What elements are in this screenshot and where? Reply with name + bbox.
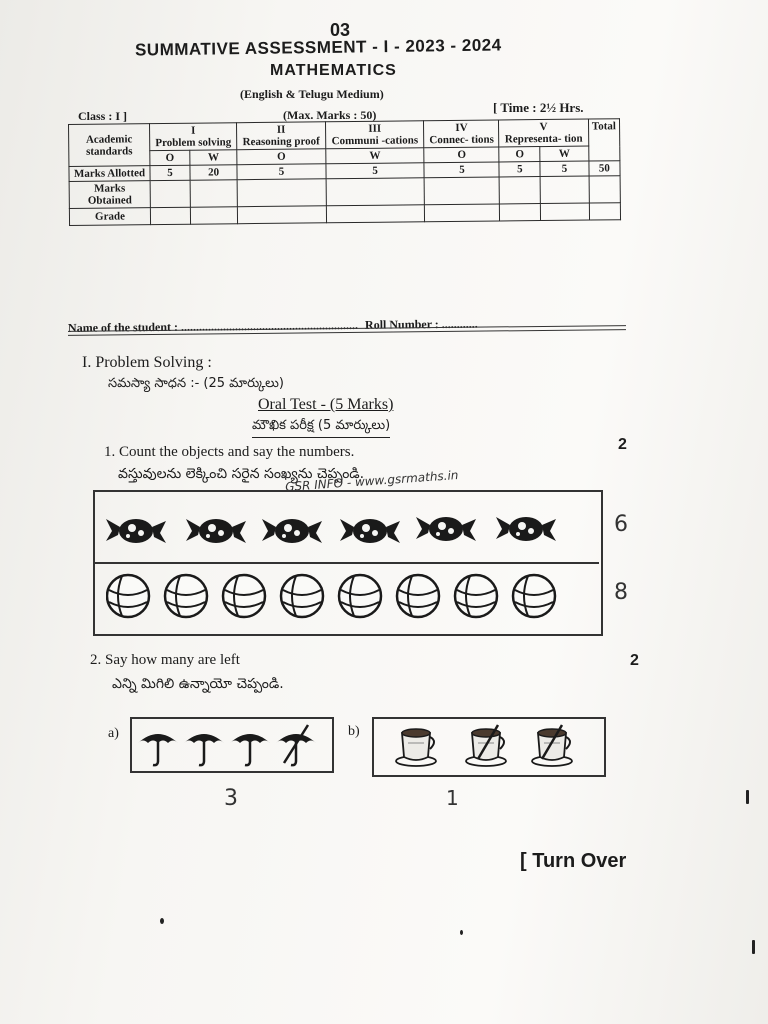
allotted-value: 5 <box>540 161 588 177</box>
marks-table <box>68 118 621 226</box>
obtained-cell[interactable] <box>326 178 425 206</box>
candy-icon <box>262 519 322 543</box>
allotted-value: 5 <box>499 162 540 177</box>
obtained-cell[interactable] <box>540 176 589 204</box>
allotted-value: 20 <box>190 165 237 180</box>
candy-icon <box>106 519 166 543</box>
cup-icon <box>532 729 572 766</box>
grade-cell[interactable] <box>425 204 500 222</box>
allotted-value: 5 <box>150 165 190 180</box>
time-allowed: [ Time : 2½ Hrs. <box>493 100 584 115</box>
candy-row <box>100 505 590 555</box>
col-communications: III Communi -cations <box>325 121 424 149</box>
ball-icon <box>165 575 207 617</box>
question-1: 1. Count the objects and say the numbers. <box>104 444 355 460</box>
exam-title: SUMMATIVE ASSESSMENT - I - 2023 - 2024 <box>134 35 502 60</box>
umbrella-box <box>130 717 334 773</box>
ball-row <box>106 572 586 622</box>
sub-w: W <box>190 150 237 165</box>
allotted-total: 50 <box>589 161 621 176</box>
cup-icon <box>396 729 436 766</box>
candy-icon <box>496 517 556 541</box>
question-1-marks: 2 <box>618 436 627 453</box>
section-title: I. Problem Solving : <box>82 354 212 371</box>
obtained-cell[interactable] <box>190 180 237 207</box>
umbrella-icon <box>230 734 270 765</box>
ink-speck <box>746 790 749 804</box>
grade-cell[interactable] <box>150 207 190 224</box>
grade-cell[interactable] <box>238 206 327 224</box>
section-title-telugu: సమస్యా సాధన :- (25 మార్కులు) <box>108 376 284 391</box>
sub-o: O <box>424 147 499 163</box>
ball-icon <box>397 575 439 617</box>
obtained-cell[interactable] <box>150 180 190 207</box>
turn-over-note: [ Turn Over <box>520 850 627 872</box>
row-marks-allotted: Marks Allotted <box>69 166 150 182</box>
sub-o: O <box>499 147 540 162</box>
question-2: 2. Say how many are left <box>90 652 240 668</box>
handwritten-answer-b: 1 <box>446 786 459 810</box>
cup-box <box>372 717 606 777</box>
roll-number-label[interactable]: Roll Number : ............ <box>364 316 478 332</box>
ball-icon <box>339 575 381 617</box>
grade-cell[interactable] <box>190 207 237 224</box>
question-1-telugu: వస్తువులను లెక్కించి సరైన సంఖ్యను చెప్పండి. <box>118 466 365 482</box>
handwritten-answer-candies: 6 <box>614 512 628 537</box>
col-connections: IV Connec- tions <box>424 120 499 148</box>
cup-row <box>374 719 600 771</box>
umbrella-icon <box>138 734 178 765</box>
grade-cell[interactable] <box>541 203 589 221</box>
objects-divider <box>93 562 599 564</box>
ball-icon <box>513 575 555 617</box>
umbrella-icon <box>184 734 224 765</box>
allotted-value: 5 <box>424 162 499 178</box>
ball-icon <box>281 575 323 617</box>
class-label: Class : I ] <box>78 109 128 123</box>
col-representation: V Representa- tion <box>499 119 588 147</box>
ball-icon <box>223 575 265 617</box>
sub-w: W <box>326 148 425 164</box>
allotted-value: 5 <box>326 163 425 179</box>
academic-standards-header: Academic standards <box>69 124 150 167</box>
sub-o: O <box>237 149 326 165</box>
candy-icon <box>340 519 400 543</box>
grade-cell[interactable] <box>500 204 541 221</box>
option-b-label: b) <box>348 724 360 739</box>
handwritten-answer-a: 3 <box>224 786 238 811</box>
col-reasoning: II Reasoning proof <box>237 122 326 150</box>
medium-note: (English & Telugu Medium) <box>240 87 384 101</box>
candy-icon <box>186 519 246 543</box>
grade-cell[interactable] <box>589 203 621 220</box>
handwritten-answer-balls: 8 <box>614 580 628 605</box>
question-2-marks: 2 <box>630 652 639 669</box>
ink-speck <box>160 918 164 924</box>
row-grade: Grade <box>69 208 150 226</box>
candy-icon <box>416 517 476 541</box>
question-2-telugu: ఎన్ని మిగిలి ఉన్నాయో చెప్పండి. <box>112 676 284 692</box>
row-marks-obtained: Marks Obtained <box>69 181 150 209</box>
oral-test-heading: Oral Test - (5 Marks) <box>258 396 394 413</box>
obtained-cell[interactable] <box>237 179 326 207</box>
ball-icon <box>455 575 497 617</box>
col-total: Total <box>588 119 620 161</box>
umbrella-icon <box>276 734 316 765</box>
max-marks: (Max. Marks : 50) <box>283 108 377 122</box>
obtained-cell[interactable] <box>500 177 541 204</box>
page-number: 03 <box>330 20 351 40</box>
obtained-cell[interactable] <box>425 177 500 205</box>
option-a-label: a) <box>108 726 119 741</box>
sub-w: W <box>540 146 588 162</box>
subject-heading: MATHEMATICS <box>270 62 397 79</box>
allotted-value: 5 <box>237 164 326 180</box>
grade-cell[interactable] <box>326 205 425 223</box>
ball-icon <box>107 575 149 617</box>
handwritten-watermark: GSR INFO - www.gsrmaths.in <box>284 467 459 495</box>
obtained-cell[interactable] <box>589 176 621 203</box>
student-name-label[interactable]: Name of the student : ........................................................... <box>67 317 359 335</box>
ink-speck <box>752 940 755 954</box>
sub-o: O <box>150 150 190 165</box>
ink-speck <box>460 930 463 935</box>
umbrella-row <box>132 719 328 767</box>
oral-test-heading-telugu: మౌఖిక పరీక్ష (5 మార్కులు) <box>252 418 390 438</box>
col-problem-solving: I Problem solving <box>150 123 238 151</box>
